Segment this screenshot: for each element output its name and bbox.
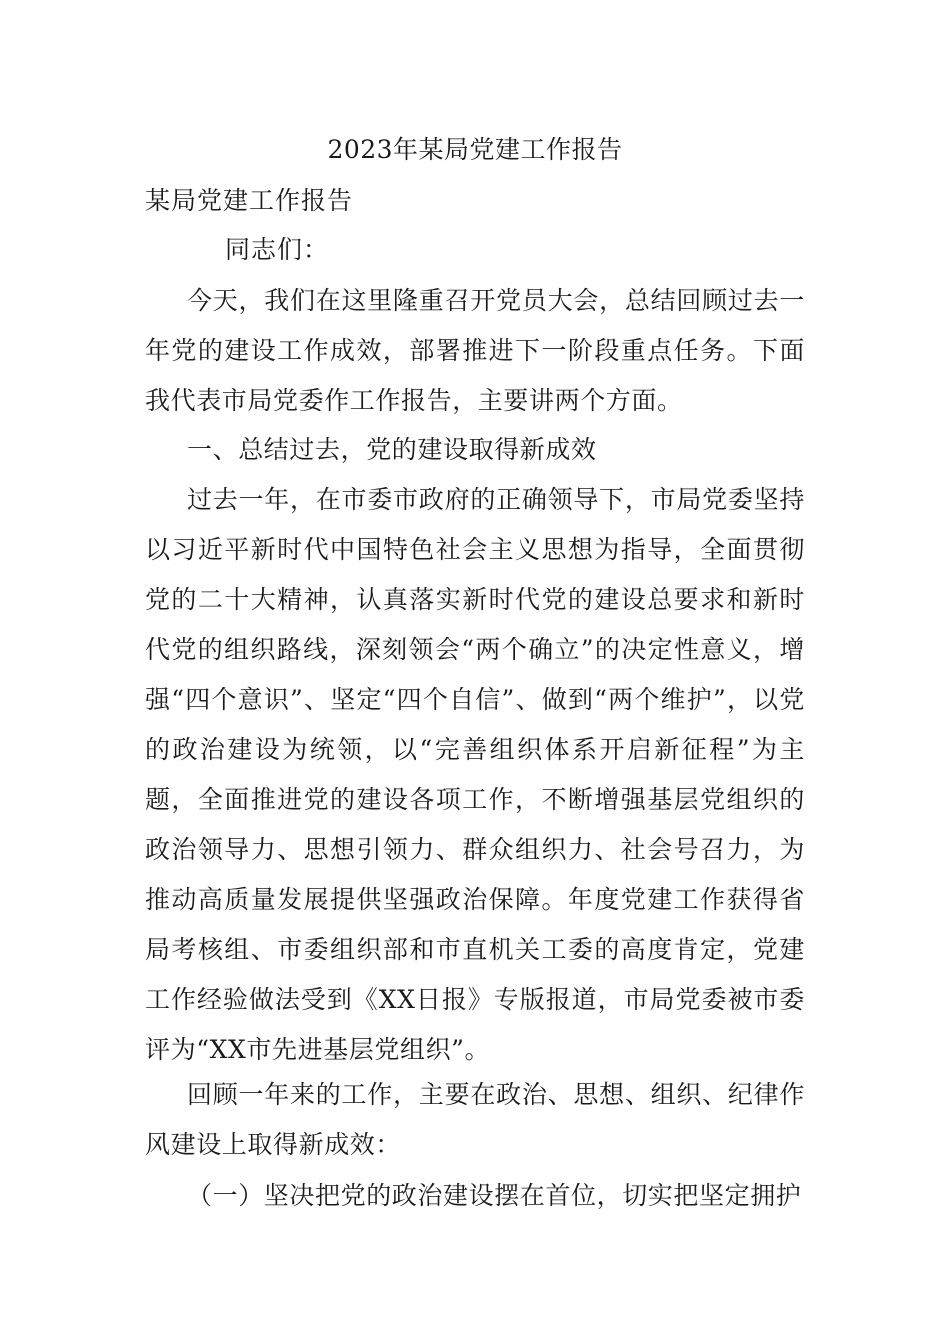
intro-paragraph: 今天，我们在这里隆重召开党员大会，总结回顾过去一年党的建设工作成效，部署推进下一阶段重点任务。下面我代表市局党委作工作报告，主要讲两个方面。 — [145, 286, 805, 415]
section-one-heading: 一、总结过去，党的建设取得新成效 — [187, 435, 597, 464]
document-subtitle: 某局党建工作报告 — [145, 186, 354, 215]
salutation: 同志们： — [225, 235, 330, 264]
review-paragraph: 回顾一年来的工作，主要在政治、思想、组织、纪律作风建设上取得新成效： — [145, 1080, 805, 1159]
subsection-one-heading: （一）坚决把党的政治建设摆在首位，切实把坚定拥护 — [187, 1181, 802, 1210]
summary-paragraph: 过去一年，在市委市政府的正确领导下，市局党委坚持以习近平新时代中国特色社会主义思想为指导，全面贯彻党的二十大精神，认真落实新时代党的建设总要求和新时代党的组织路线，深刻领会“两个确立”的决定性意义，增强“四个意识”、坚定“四个自信”、做到“两个维护”，以党的政治建设为统领，以“完善组织体系开启新征程”为主题，全面推进党的建设各项工作，不断增强基层党组织的政治领导力、思想引领力、群众组织力、社会号召力，为推动高质量发展提供坚强政治保障。年度党建工作获得省局考核组、市委组织部和市直机关工委的高度肯定，党建工作经验做法受到《XX日报》专版报道，市局党委被市委评为“XX市先进基层党组织”。 — [145, 485, 805, 1064]
document-title: 2023年某局党建工作报告 — [327, 135, 623, 164]
